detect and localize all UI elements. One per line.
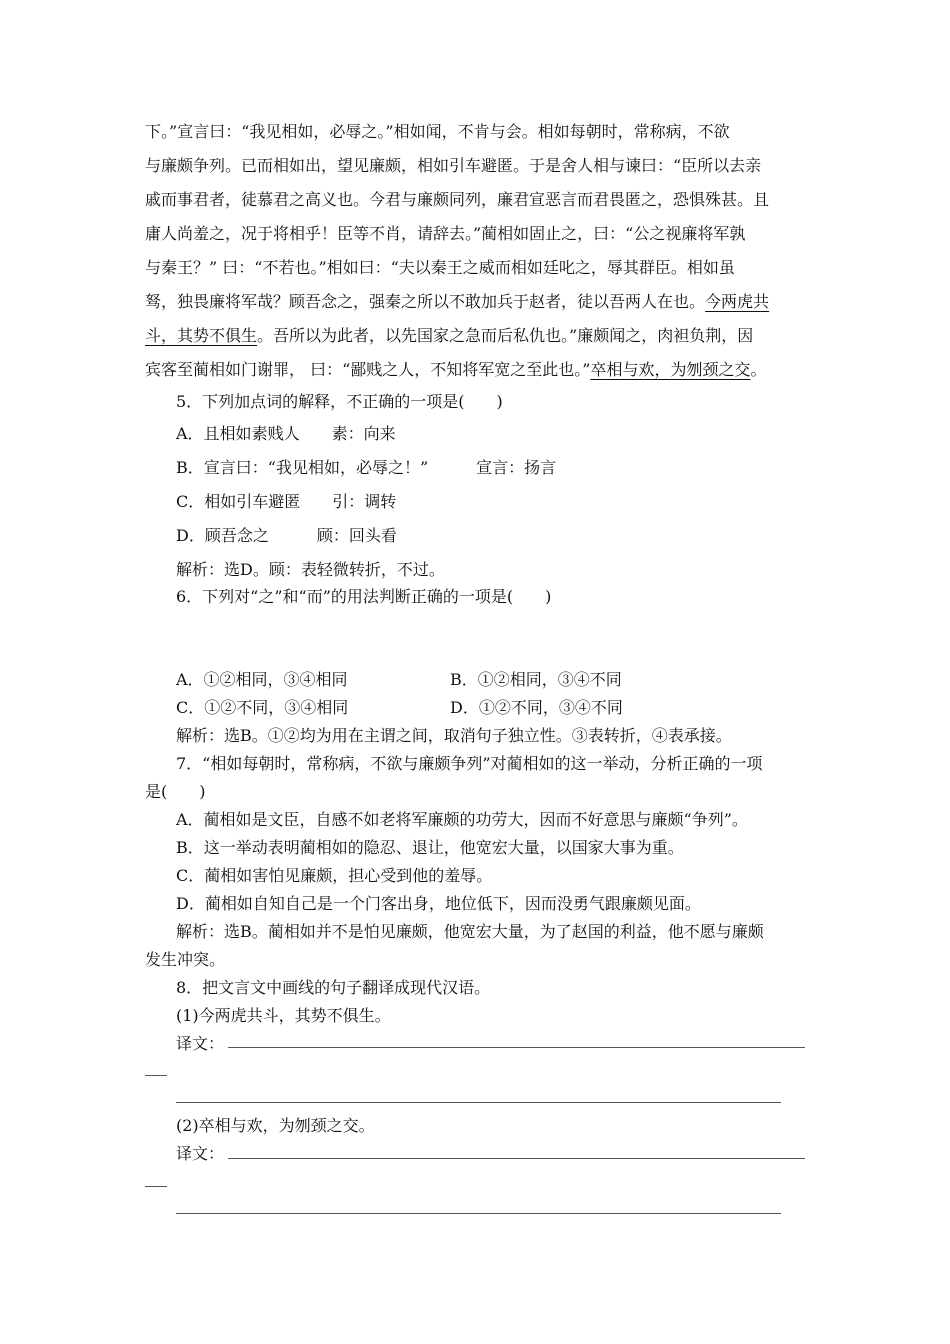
q8-sentence-1: (1)今两虎共斗，其势不俱生。 bbox=[176, 1006, 391, 1025]
answer-line-stub bbox=[145, 1186, 167, 1187]
answer-line-stub bbox=[145, 1075, 167, 1076]
answer-line[interactable] bbox=[176, 1213, 781, 1214]
q5-option-d: D．顾吾念之 顾：回头看 bbox=[176, 526, 397, 545]
underlined-sentence-1b: 斗，其势不俱生 bbox=[145, 326, 258, 345]
q5-option-a: A．且相如素贱人 素：向来 bbox=[176, 424, 396, 443]
q6-option-c: C．①②不同，③④相同 bbox=[176, 698, 349, 717]
passage-line-4: 庸人尚羞之，况于将相乎！臣等不肖，请辞去。”蔺相如固止之，曰：“公之视廉将军孰 bbox=[145, 224, 746, 243]
q6-option-a: A．①②相同，③④相同 bbox=[176, 670, 348, 689]
q7-analysis-line-1: 解析：选B。蔺相如并不是怕见廉颇，他宽宏大量，为了赵国的利益，他不愿与廉颇 bbox=[176, 922, 764, 941]
passage-line-7: 斗，其势不俱生。吾所以为此者，以先国家之急而后私仇也。”廉颇闻之，肉袒负荆，因 bbox=[145, 326, 754, 345]
q6-options-row-2 bbox=[176, 698, 810, 718]
answer-line[interactable] bbox=[228, 1158, 805, 1159]
underlined-sentence-1a: 今两虎共 bbox=[705, 292, 770, 311]
q8-stem: 8．把文言文中画线的句子翻译成现代汉语。 bbox=[176, 978, 491, 997]
q7-stem-line-1: 7．“相如每朝时，常称病，不欲与廉颇争列”对蔺相如的这一举动，分析正确的一项 bbox=[176, 754, 763, 773]
underlined-sentence-2: 卒相与欢，为刎颈之交 bbox=[590, 360, 751, 379]
q6-option-b: B．①②相同，③④不同 bbox=[450, 670, 622, 689]
q7-option-b: B．这一举动表明蔺相如的隐忍、退让，他宽宏大量，以国家大事为重。 bbox=[176, 838, 684, 857]
answer-line[interactable] bbox=[228, 1047, 805, 1048]
q7-option-d: D．蔺相如自知自己是一个门客出身，地位低下，因而没勇气跟廉颇见面。 bbox=[176, 894, 701, 913]
q8-sentence-2: (2)卒相与欢，为刎颈之交。 bbox=[176, 1116, 375, 1135]
q6-analysis: 解析：选B。①②均为用在主谓之间，取消句子独立性。③表转折，④表承接。 bbox=[176, 726, 732, 745]
q5-stem: 5．下列加点词的解释，不正确的一项是( ) bbox=[176, 392, 503, 411]
q6-option-d: D．①②不同，③④不同 bbox=[450, 698, 623, 717]
q6-options-row-1 bbox=[176, 670, 810, 690]
q7-stem-line-2: 是( ) bbox=[145, 782, 206, 801]
q7-option-a: A．蔺相如是文臣，自感不如老将军廉颇的功劳大，因而不好意思与廉颇“争列”。 bbox=[176, 810, 748, 829]
passage-line-6: 驽，独畏廉将军哉？顾吾念之，强秦之所以不敢加兵于赵者，徒以吾两人在也。今两虎共 bbox=[145, 292, 770, 311]
q5-analysis: 解析：选D。顾：表轻微转折，不过。 bbox=[176, 560, 445, 579]
q8-translation-label-2: 译文： bbox=[176, 1144, 225, 1163]
q5-option-b: B．宣言曰：“我见相如，必辱之！” 宣言：扬言 bbox=[176, 458, 557, 477]
q7-option-c: C．蔺相如害怕见廉颇，担心受到他的羞辱。 bbox=[176, 866, 493, 885]
passage-line-5: 与秦王？” 曰：“不若也。”相如曰：“夫以秦王之威而相如廷叱之，辱其群臣。相如虽 bbox=[145, 258, 735, 277]
passage-line-1: 下。”宣言曰：“我见相如，必辱之。”相如闻，不肯与会。相如每朝时，常称病，不欲 bbox=[145, 122, 730, 141]
q8-translation-label-1: 译文： bbox=[176, 1034, 225, 1053]
q6-stem: 6．下列对“之”和“而”的用法判断正确的一项是( ) bbox=[176, 587, 552, 606]
passage-line-8: 宾客至蔺相如门谢罪， 曰：“鄙贱之人，不知将军宽之至此也。”卒相与欢，为刎颈之交。 bbox=[145, 360, 767, 379]
passage-line-2: 与廉颇争列。已而相如出，望见廉颇，相如引车避匿。于是舍人相与谏曰：“臣所以去亲 bbox=[145, 156, 762, 175]
q5-option-c: C．相如引车避匿 引：调转 bbox=[176, 492, 397, 511]
answer-line[interactable] bbox=[176, 1102, 781, 1103]
passage-line-3: 戚而事君者，徒慕君之高义也。今君与廉颇同列，廉君宣恶言而君畏匿之，恐惧殊甚。且 bbox=[145, 190, 770, 209]
q7-analysis-line-2: 发生冲突。 bbox=[145, 950, 226, 969]
